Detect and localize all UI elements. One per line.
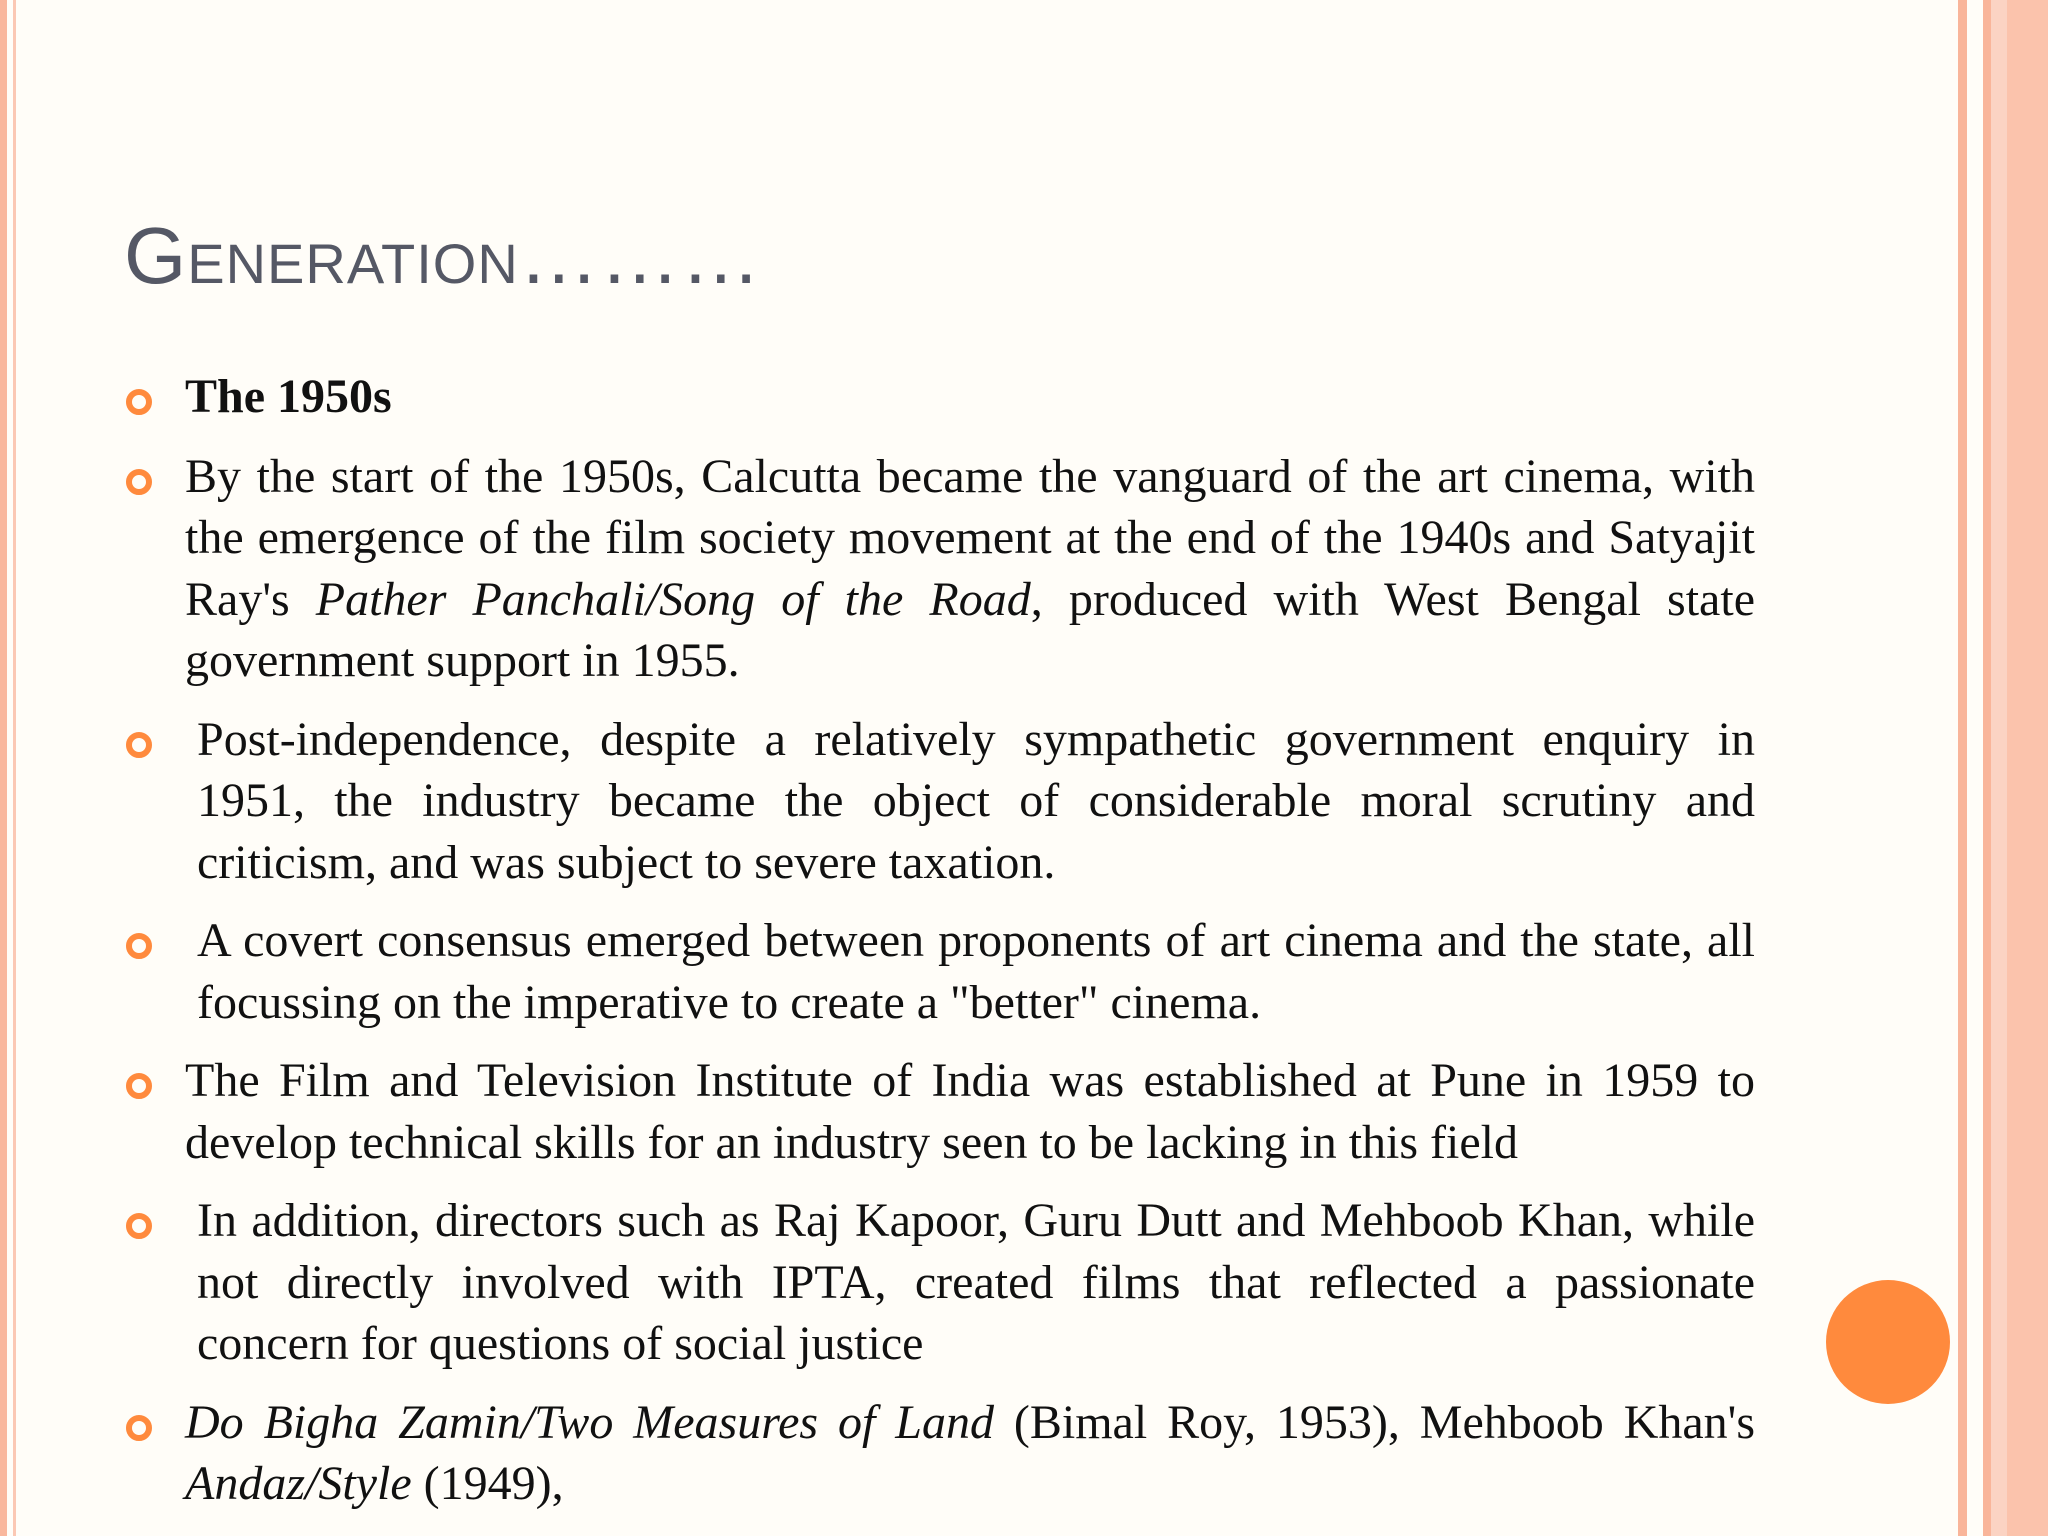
right-border-stripe-2 <box>1983 0 1991 1536</box>
film-title: Andaz/Style <box>185 1457 412 1510</box>
bullet-text: By the start of the 1950s, Calcutta became the vanguard of the art cinema, with the emergence of the film society movement at the end of the 1940s and Satyajit Ray's <box>185 449 1755 626</box>
bullet-text: , produced with West Bengal state government support in 1955. <box>185 572 1756 687</box>
bullet-item <box>185 1392 1755 1515</box>
orange-circle-decoration-icon <box>1826 1280 1950 1404</box>
slide-title: Generation……… <box>124 211 762 300</box>
right-border-band <box>2007 0 2048 1536</box>
right-border-stripe <box>1958 0 1967 1536</box>
bullet-item: The Film and Television Institute of India was established at Pune in 1959 to develop technical skills for an industry seen to be lacking in this field <box>185 1050 1755 1173</box>
right-border-stripe-3 <box>1991 0 2007 1536</box>
left-border-stripe <box>0 0 7 1536</box>
bullet-item: Post-independence, despite a relatively sympathetic government enquiry in 1951, the industry became the object of considerable moral scrutiny and criticism, and was subject to severe taxation. <box>185 709 1755 894</box>
bullet-text: (1949), <box>411 1457 564 1510</box>
bullet-item <box>185 446 1755 692</box>
left-border-stripe-thin <box>13 0 16 1536</box>
film-title: Do Bigha Zamin/Two Measures of Land <box>185 1395 994 1449</box>
film-title: Pather Panchali/Song of the Road <box>315 572 1031 626</box>
bullet-item: In addition, directors such as Raj Kapoor, Guru Dutt and Mehboob Khan, while not directly involved with IPTA, created films that reflected a passionate concern for questions of social justice <box>185 1190 1755 1375</box>
bullet-heading: The 1950s <box>185 366 1755 428</box>
right-border-gap <box>1967 0 1983 1536</box>
bullet-list <box>185 366 1755 1532</box>
bullet-text: (Bimal Roy, 1953), Mehboob Khan's <box>993 1395 1755 1449</box>
bullet-item: A covert consensus emerged between proponents of art cinema and the state, all focussing on the imperative to create a "better" cinema. <box>185 910 1755 1033</box>
